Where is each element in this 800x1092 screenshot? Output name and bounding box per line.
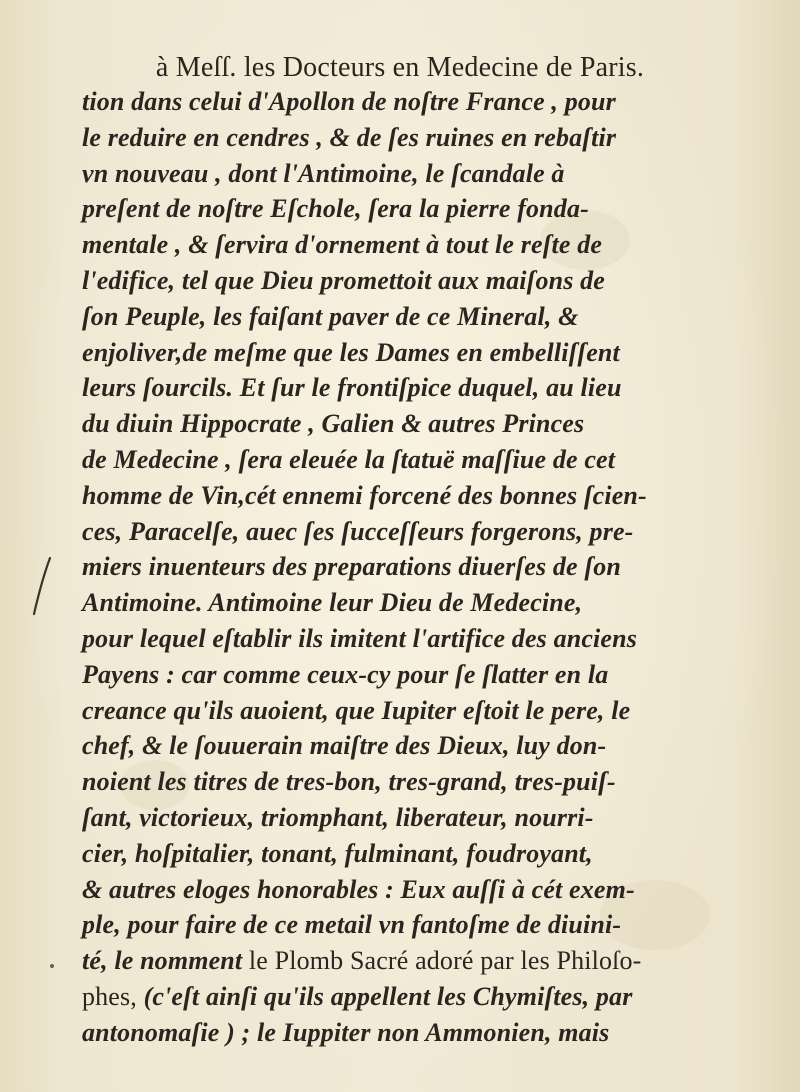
text-line <box>82 406 682 442</box>
text-segment-italic: Antimoine. Antimoine leur Dieu de Medecine, <box>82 588 583 618</box>
text-segment-italic: pour lequel eſtablir ils imitent l'artifice des anciens <box>82 623 637 653</box>
text-segment-italic: antonomaſie ) ; le Iuppiter non Ammonien, mais <box>82 1017 610 1047</box>
body-text <box>82 84 682 1051</box>
text-segment-italic: (c'eſt ainſi qu'ils appellent les Chymiſtes, par <box>143 981 633 1011</box>
text-line <box>82 370 682 406</box>
running-head: à Meſſ. les Docteurs en Medecine de Paris. <box>155 52 645 83</box>
text-segment-italic: leurs ſourcils. Et ſur le frontiſpice duquel, au lieu <box>82 373 622 403</box>
text-line <box>82 478 682 514</box>
text-segment-italic: mentale , & ſervira d'ornement à tout le reſte de <box>82 230 603 260</box>
text-line <box>82 585 682 621</box>
text-segment-italic: Payens : car comme ceux-cy pour ſe ſlatter en la <box>82 659 609 689</box>
text-line <box>82 621 682 657</box>
text-line <box>82 979 682 1015</box>
text-line <box>82 263 682 299</box>
text-line <box>82 693 682 729</box>
text-line <box>82 1015 682 1051</box>
text-line <box>82 191 682 227</box>
text-line <box>82 84 682 120</box>
text-line <box>82 728 682 764</box>
text-segment-italic: ſon Peuple, les faiſant paver de ce Mineral, & <box>82 301 579 331</box>
text-line <box>82 657 682 693</box>
text-line <box>82 872 682 908</box>
text-line <box>82 764 682 800</box>
margin-bracket-mark <box>30 556 54 616</box>
text-segment-italic: preſent de noſtre Eſchole, ſera la pierre fonda- <box>82 194 589 224</box>
text-line <box>82 227 682 263</box>
text-segment-italic: homme de Vin,cét ennemi forcené des bonnes ſcien- <box>82 480 647 510</box>
text-line <box>82 943 682 979</box>
text-segment-italic: chef, & le ſouuerain maiſtre des Dieux, luy don- <box>82 731 607 761</box>
text-segment-italic: le reduire en cendres , & de ſes ruines en rebaſtir <box>82 122 617 152</box>
text-segment-italic: ces, Paracelſe, auec ſes ſucceſſeurs forgerons, pre- <box>82 516 634 546</box>
margin-dot-mark <box>50 964 54 968</box>
text-line <box>82 907 682 943</box>
text-line <box>82 549 682 585</box>
text-segment-italic: ſant, victorieux, triomphant, liberateur, nourri- <box>82 802 594 832</box>
text-line <box>82 335 682 371</box>
text-segment-italic: cier, hoſpitalier, tonant, fulminant, foudroyant, <box>82 838 593 868</box>
text-segment-italic: l'edifice, tel que Dieu promettoit aux maiſons de <box>82 265 605 295</box>
text-segment-roman: phes, <box>82 981 144 1011</box>
text-line <box>82 442 682 478</box>
text-segment-italic: tion dans celui d'Apollon de noſtre France , pour <box>82 87 616 116</box>
text-segment-roman: le Plomb Sacré adoré par les Philoſo- <box>248 946 642 976</box>
text-segment-italic: noient les titres de tres-bon, tres-grand, tres-puiſ- <box>82 767 616 797</box>
text-segment-italic: té, le nomment <box>82 946 249 976</box>
text-segment-italic: & autres eloges honorables : Eux auſſi à cét exem- <box>82 874 635 904</box>
text-segment-italic: de Medecine , ſera eleuée la ſtatuë maſſiue de cet <box>82 444 616 474</box>
text-line <box>82 836 682 872</box>
text-line <box>82 299 682 335</box>
text-segment-italic: ple, pour faire de ce metail vn fantoſme de diuini- <box>82 910 622 940</box>
text-line <box>82 120 682 156</box>
text-segment-italic: du diuin Hippocrate , Galien & autres Princes <box>82 409 585 439</box>
text-segment-italic: vn nouveau , dont l'Antimoine, le ſcandale à <box>82 158 565 188</box>
text-line <box>82 800 682 836</box>
text-line <box>82 514 682 550</box>
text-line <box>82 156 682 192</box>
text-segment-italic: miers inuenteurs des preparations diuerſes de ſon <box>82 552 621 582</box>
text-segment-italic: creance qu'ils auoient, que Iupiter eſtoit le pere, le <box>82 695 631 725</box>
text-segment-italic: enjoliver,de meſme que les Dames en embelliſſent <box>82 337 620 367</box>
